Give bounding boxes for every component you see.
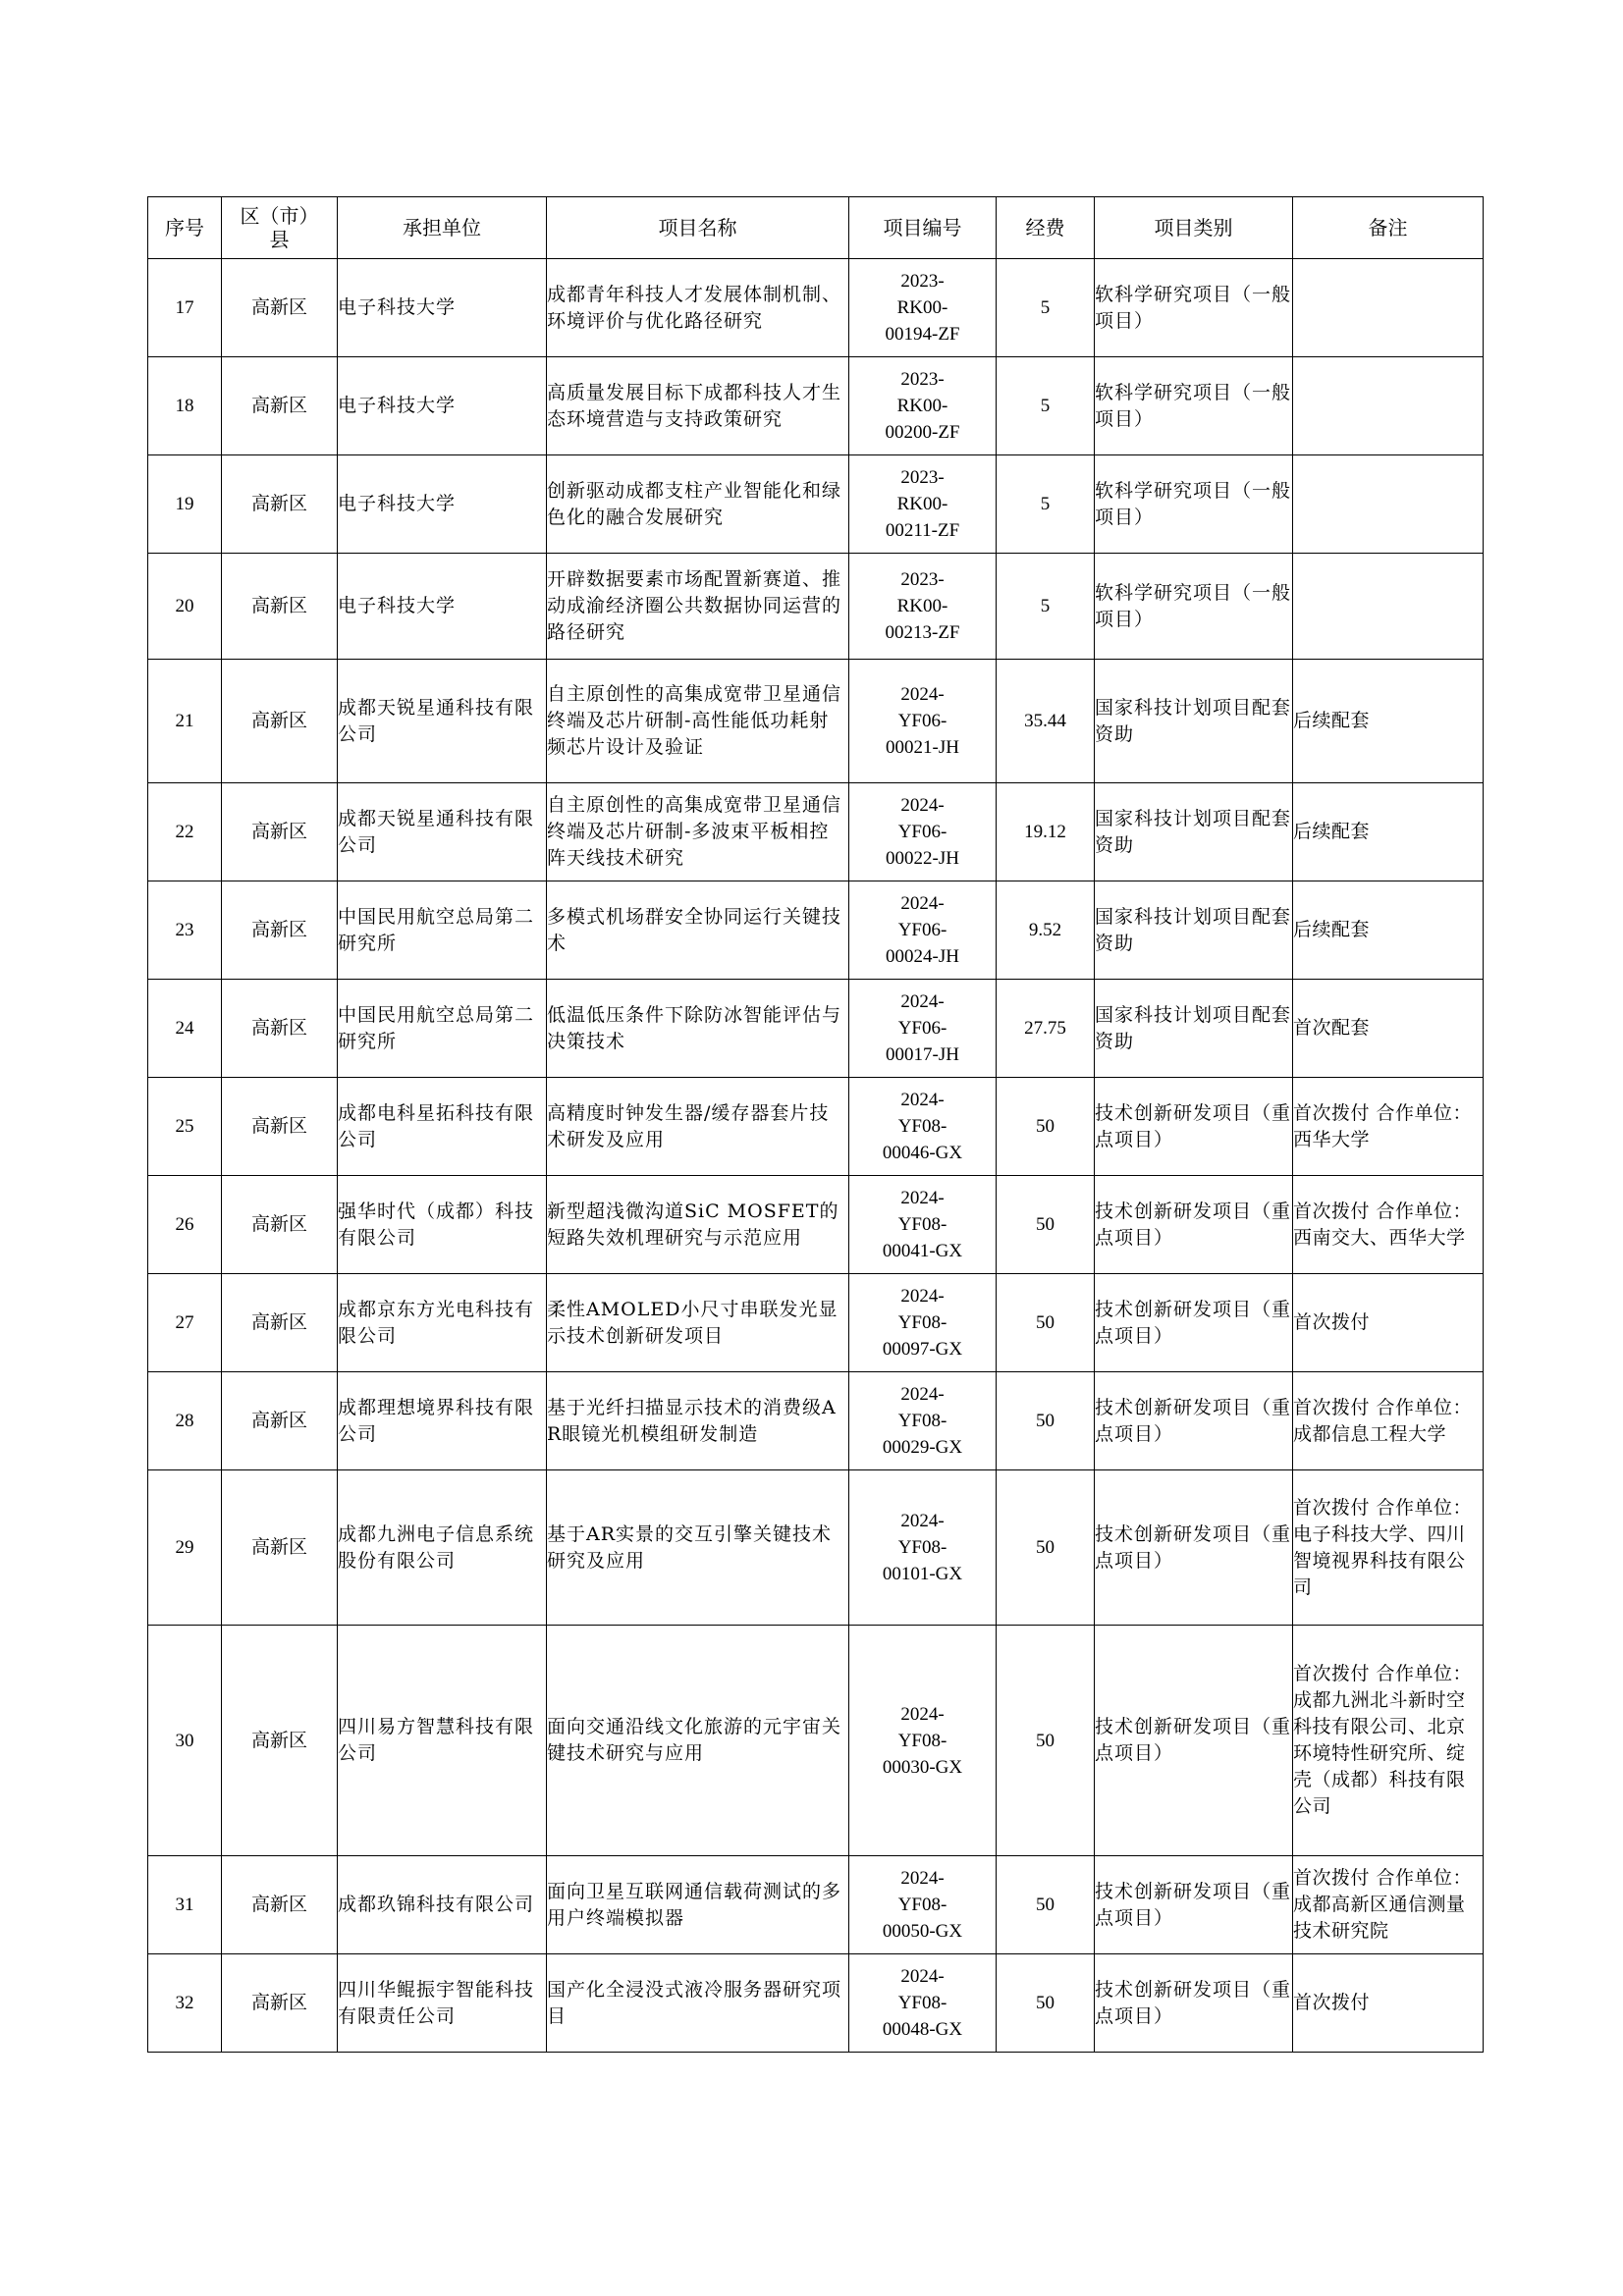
cell-unit: 四川易方智慧科技有限公司 bbox=[338, 1626, 547, 1856]
cell-project-code: 2024-YF06-00024-JH bbox=[849, 881, 997, 980]
table-body bbox=[148, 259, 1484, 2053]
cell-district: 高新区 bbox=[222, 1954, 338, 2053]
cell-district: 高新区 bbox=[222, 1176, 338, 1274]
cell-category: 技术创新研发项目（重点项目） bbox=[1095, 1626, 1293, 1856]
cell-no: 25 bbox=[148, 1078, 222, 1176]
cell-category: 技术创新研发项目（重点项目） bbox=[1095, 1078, 1293, 1176]
cell-project-name: 基于光纤扫描显示技术的消费级AR眼镜光机模组研发制造 bbox=[547, 1372, 849, 1470]
cell-fund: 50 bbox=[997, 1078, 1095, 1176]
table-row bbox=[148, 1078, 1484, 1176]
cell-project-name: 面向卫星互联网通信载荷测试的多用户终端模拟器 bbox=[547, 1856, 849, 1954]
cell-project-name: 高质量发展目标下成都科技人才生态环境营造与支持政策研究 bbox=[547, 357, 849, 455]
header-district bbox=[222, 197, 338, 259]
cell-district: 高新区 bbox=[222, 357, 338, 455]
cell-project-name: 成都青年科技人才发展体制机制、环境评价与优化路径研究 bbox=[547, 259, 849, 357]
cell-district: 高新区 bbox=[222, 1274, 338, 1372]
cell-district: 高新区 bbox=[222, 455, 338, 554]
cell-category: 软科学研究项目（一般项目） bbox=[1095, 259, 1293, 357]
table-row bbox=[148, 1372, 1484, 1470]
cell-category: 国家科技计划项目配套资助 bbox=[1095, 881, 1293, 980]
cell-remark: 后续配套 bbox=[1293, 660, 1484, 783]
cell-category: 国家科技计划项目配套资助 bbox=[1095, 980, 1293, 1078]
table-row bbox=[148, 1954, 1484, 2053]
cell-project-code: 2023-RK00-00213-ZF bbox=[849, 554, 997, 660]
table-row bbox=[148, 660, 1484, 783]
header-category: 项目类别 bbox=[1095, 197, 1293, 259]
cell-unit: 四川华鲲振宇智能科技有限责任公司 bbox=[338, 1954, 547, 2053]
cell-fund: 50 bbox=[997, 1372, 1095, 1470]
cell-category: 技术创新研发项目（重点项目） bbox=[1095, 1372, 1293, 1470]
cell-category: 软科学研究项目（一般项目） bbox=[1095, 357, 1293, 455]
cell-category: 国家科技计划项目配套资助 bbox=[1095, 660, 1293, 783]
cell-remark: 首次拨付 合作单位：西南交大、西华大学 bbox=[1293, 1176, 1484, 1274]
cell-project-name: 柔性AMOLED小尺寸串联发光显示技术创新研发项目 bbox=[547, 1274, 849, 1372]
cell-no: 26 bbox=[148, 1176, 222, 1274]
cell-unit: 成都九洲电子信息系统股份有限公司 bbox=[338, 1470, 547, 1626]
cell-project-code: 2024-YF08-00101-GX bbox=[849, 1470, 997, 1626]
cell-fund: 19.12 bbox=[997, 783, 1095, 881]
cell-fund: 50 bbox=[997, 1954, 1095, 2053]
cell-district: 高新区 bbox=[222, 1626, 338, 1856]
cell-project-name: 面向交通沿线文化旅游的元宇宙关键技术研究与应用 bbox=[547, 1626, 849, 1856]
cell-project-code: 2024-YF08-00097-GX bbox=[849, 1274, 997, 1372]
cell-project-code: 2024-YF06-00017-JH bbox=[849, 980, 997, 1078]
cell-project-code: 2023-RK00-00194-ZF bbox=[849, 259, 997, 357]
cell-remark: 首次拨付 合作单位：成都九洲北斗新时空科技有限公司、北京环境特性研究所、绽壳（成都）科技有限公司 bbox=[1293, 1626, 1484, 1856]
cell-fund: 35.44 bbox=[997, 660, 1095, 783]
cell-fund: 9.52 bbox=[997, 881, 1095, 980]
table-row bbox=[148, 357, 1484, 455]
cell-no: 24 bbox=[148, 980, 222, 1078]
cell-project-name: 基于AR实景的交互引擎关键技术研究及应用 bbox=[547, 1470, 849, 1626]
cell-fund: 50 bbox=[997, 1470, 1095, 1626]
cell-remark: 后续配套 bbox=[1293, 783, 1484, 881]
cell-remark: 首次拨付 bbox=[1293, 1954, 1484, 2053]
header-name: 项目名称 bbox=[547, 197, 849, 259]
header-district-label: 区（市）县 bbox=[240, 204, 319, 251]
cell-fund: 5 bbox=[997, 554, 1095, 660]
project-table bbox=[147, 196, 1484, 2053]
cell-district: 高新区 bbox=[222, 660, 338, 783]
header-no: 序号 bbox=[148, 197, 222, 259]
cell-unit: 成都电科星拓科技有限公司 bbox=[338, 1078, 547, 1176]
cell-unit: 电子科技大学 bbox=[338, 554, 547, 660]
cell-unit: 中国民用航空总局第二研究所 bbox=[338, 980, 547, 1078]
cell-category: 技术创新研发项目（重点项目） bbox=[1095, 1856, 1293, 1954]
cell-unit: 强华时代（成都）科技有限公司 bbox=[338, 1176, 547, 1274]
cell-unit: 电子科技大学 bbox=[338, 259, 547, 357]
cell-no: 21 bbox=[148, 660, 222, 783]
cell-fund: 50 bbox=[997, 1176, 1095, 1274]
table-row bbox=[148, 1176, 1484, 1274]
table-row bbox=[148, 455, 1484, 554]
cell-project-code: 2024-YF08-00029-GX bbox=[849, 1372, 997, 1470]
cell-unit: 电子科技大学 bbox=[338, 357, 547, 455]
header-code: 项目编号 bbox=[849, 197, 997, 259]
cell-no: 18 bbox=[148, 357, 222, 455]
cell-no: 19 bbox=[148, 455, 222, 554]
cell-remark: 首次拨付 合作单位：成都高新区通信测量技术研究院 bbox=[1293, 1856, 1484, 1954]
header-unit: 承担单位 bbox=[338, 197, 547, 259]
cell-remark bbox=[1293, 554, 1484, 660]
table-row bbox=[148, 1274, 1484, 1372]
cell-no: 30 bbox=[148, 1626, 222, 1856]
table-row bbox=[148, 259, 1484, 357]
cell-district: 高新区 bbox=[222, 1372, 338, 1470]
cell-project-name: 自主原创性的高集成宽带卫星通信终端及芯片研制-多波束平板相控阵天线技术研究 bbox=[547, 783, 849, 881]
cell-project-code: 2024-YF08-00046-GX bbox=[849, 1078, 997, 1176]
cell-unit: 电子科技大学 bbox=[338, 455, 547, 554]
table-row bbox=[148, 1470, 1484, 1626]
table-row bbox=[148, 783, 1484, 881]
cell-remark: 首次拨付 合作单位：成都信息工程大学 bbox=[1293, 1372, 1484, 1470]
table-row bbox=[148, 980, 1484, 1078]
cell-no: 28 bbox=[148, 1372, 222, 1470]
cell-project-name: 多模式机场群安全协同运行关键技术 bbox=[547, 881, 849, 980]
cell-district: 高新区 bbox=[222, 1470, 338, 1626]
cell-fund: 5 bbox=[997, 259, 1095, 357]
cell-district: 高新区 bbox=[222, 881, 338, 980]
cell-category: 国家科技计划项目配套资助 bbox=[1095, 783, 1293, 881]
cell-fund: 50 bbox=[997, 1856, 1095, 1954]
table-row bbox=[148, 881, 1484, 980]
cell-project-name: 自主原创性的高集成宽带卫星通信终端及芯片研制-高性能低功耗射频芯片设计及验证 bbox=[547, 660, 849, 783]
cell-no: 20 bbox=[148, 554, 222, 660]
cell-district: 高新区 bbox=[222, 1078, 338, 1176]
cell-no: 32 bbox=[148, 1954, 222, 2053]
header-remark: 备注 bbox=[1293, 197, 1484, 259]
cell-category: 技术创新研发项目（重点项目） bbox=[1095, 1470, 1293, 1626]
cell-unit: 成都天锐星通科技有限公司 bbox=[338, 660, 547, 783]
cell-district: 高新区 bbox=[222, 554, 338, 660]
cell-project-name: 国产化全浸没式液冷服务器研究项目 bbox=[547, 1954, 849, 2053]
cell-project-code: 2024-YF08-00030-GX bbox=[849, 1626, 997, 1856]
cell-unit: 中国民用航空总局第二研究所 bbox=[338, 881, 547, 980]
cell-category: 软科学研究项目（一般项目） bbox=[1095, 455, 1293, 554]
cell-project-name: 新型超浅微沟道SiC MOSFET的短路失效机理研究与示范应用 bbox=[547, 1176, 849, 1274]
cell-remark bbox=[1293, 357, 1484, 455]
cell-category: 软科学研究项目（一般项目） bbox=[1095, 554, 1293, 660]
cell-district: 高新区 bbox=[222, 1856, 338, 1954]
cell-remark: 首次配套 bbox=[1293, 980, 1484, 1078]
cell-remark: 首次拨付 合作单位：电子科技大学、四川智境视界科技有限公司 bbox=[1293, 1470, 1484, 1626]
cell-fund: 50 bbox=[997, 1626, 1095, 1856]
table-row bbox=[148, 1626, 1484, 1856]
cell-project-name: 高精度时钟发生器/缓存器套片技术研发及应用 bbox=[547, 1078, 849, 1176]
cell-category: 技术创新研发项目（重点项目） bbox=[1095, 1274, 1293, 1372]
cell-fund: 5 bbox=[997, 455, 1095, 554]
cell-project-code: 2024-YF08-00048-GX bbox=[849, 1954, 997, 2053]
cell-remark: 后续配套 bbox=[1293, 881, 1484, 980]
table-row bbox=[148, 554, 1484, 660]
cell-district: 高新区 bbox=[222, 259, 338, 357]
cell-project-name: 创新驱动成都支柱产业智能化和绿色化的融合发展研究 bbox=[547, 455, 849, 554]
cell-project-code: 2024-YF08-00050-GX bbox=[849, 1856, 997, 1954]
cell-remark bbox=[1293, 455, 1484, 554]
cell-no: 31 bbox=[148, 1856, 222, 1954]
cell-unit: 成都玖锦科技有限公司 bbox=[338, 1856, 547, 1954]
cell-project-name: 开辟数据要素市场配置新赛道、推动成渝经济圈公共数据协同运营的路径研究 bbox=[547, 554, 849, 660]
table-row bbox=[148, 1856, 1484, 1954]
cell-project-code: 2024-YF06-00022-JH bbox=[849, 783, 997, 881]
cell-remark: 首次拨付 bbox=[1293, 1274, 1484, 1372]
cell-remark bbox=[1293, 259, 1484, 357]
cell-project-name: 低温低压条件下除防冰智能评估与决策技术 bbox=[547, 980, 849, 1078]
cell-unit: 成都天锐星通科技有限公司 bbox=[338, 783, 547, 881]
cell-fund: 50 bbox=[997, 1274, 1095, 1372]
cell-no: 27 bbox=[148, 1274, 222, 1372]
cell-district: 高新区 bbox=[222, 783, 338, 881]
cell-project-code: 2024-YF08-00041-GX bbox=[849, 1176, 997, 1274]
cell-no: 22 bbox=[148, 783, 222, 881]
cell-no: 29 bbox=[148, 1470, 222, 1626]
cell-category: 技术创新研发项目（重点项目） bbox=[1095, 1176, 1293, 1274]
cell-project-code: 2023-RK00-00200-ZF bbox=[849, 357, 997, 455]
table-header-row bbox=[148, 197, 1484, 259]
cell-category: 技术创新研发项目（重点项目） bbox=[1095, 1954, 1293, 2053]
cell-no: 23 bbox=[148, 881, 222, 980]
cell-no: 17 bbox=[148, 259, 222, 357]
cell-fund: 27.75 bbox=[997, 980, 1095, 1078]
cell-project-code: 2023-RK00-00211-ZF bbox=[849, 455, 997, 554]
cell-unit: 成都京东方光电科技有限公司 bbox=[338, 1274, 547, 1372]
cell-project-code: 2024-YF06-00021-JH bbox=[849, 660, 997, 783]
header-fund: 经费 bbox=[997, 197, 1095, 259]
cell-fund: 5 bbox=[997, 357, 1095, 455]
cell-unit: 成都理想境界科技有限公司 bbox=[338, 1372, 547, 1470]
cell-district: 高新区 bbox=[222, 980, 338, 1078]
cell-remark: 首次拨付 合作单位：西华大学 bbox=[1293, 1078, 1484, 1176]
